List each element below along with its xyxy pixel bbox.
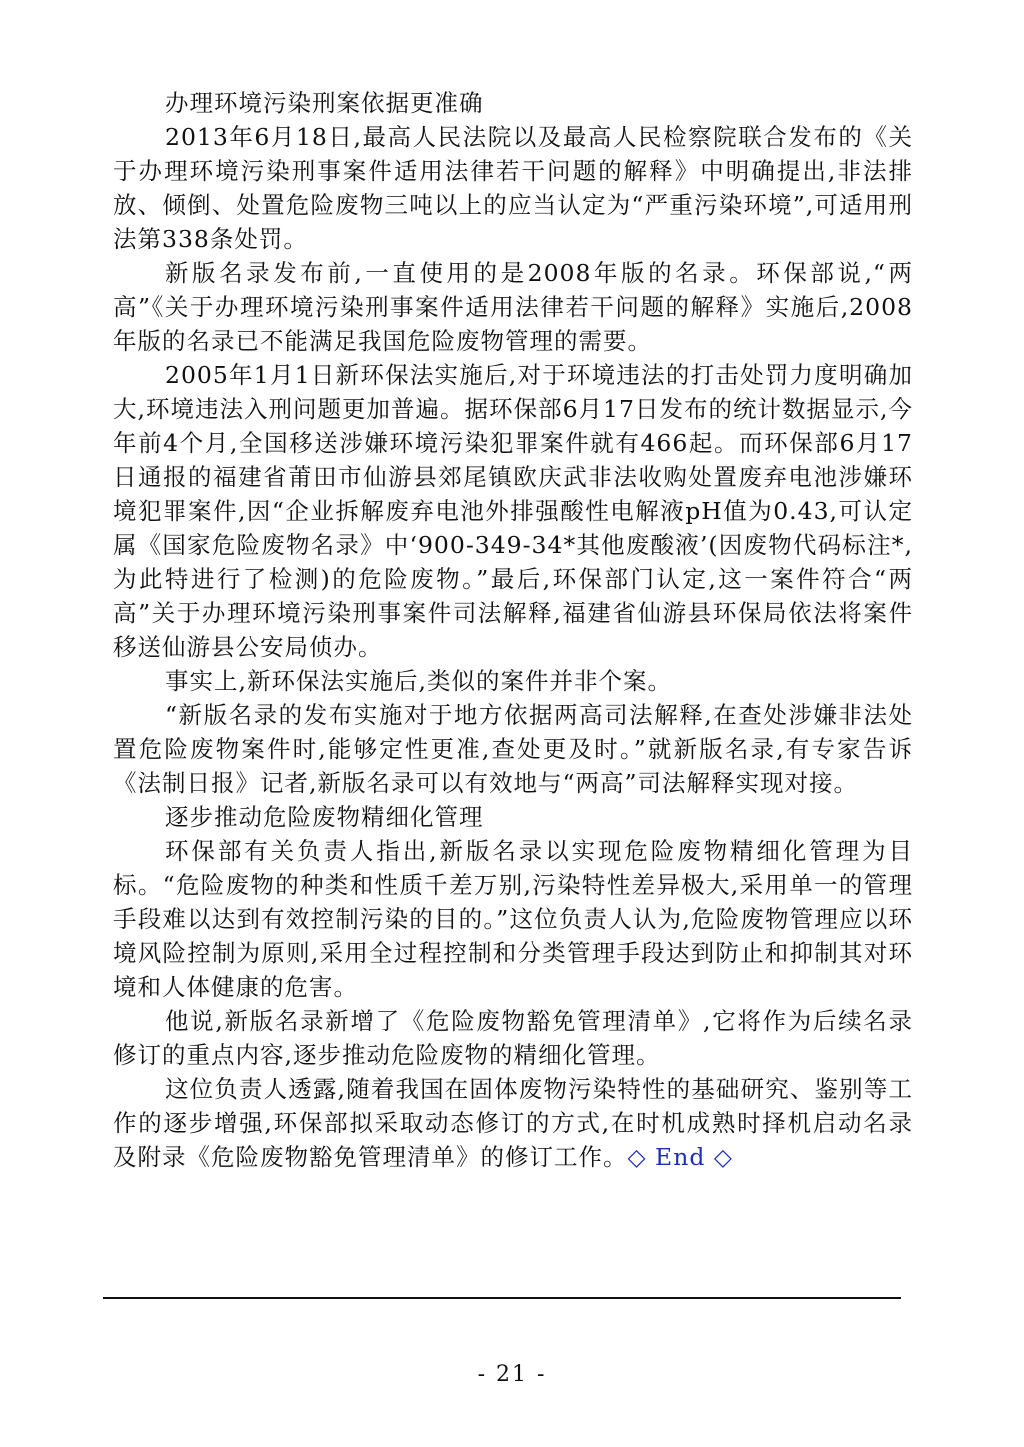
paragraph: 他说,新版名录新增了《危险废物豁免管理清单》,它将作为后续名录修订的重点内容,逐步推动危险废物的精细化管理。: [113, 1007, 913, 1069]
paragraph: “新版名录的发布实施对于地方依据两高司法解释,在查处涉嫌非法处置危险废物案件时,能够定性更准,查处更及时。”就新版名录,有专家告诉《法制日报》记者,新版名录可以有效地与“两高”司法解释实现对接。: [113, 701, 913, 797]
page-number: - 21 -: [477, 1362, 547, 1387]
footer-divider: [103, 1297, 901, 1299]
article-body: [113, 86, 913, 1174]
paragraph-text: 这位负责人透露,随着我国在固体废物污染特性的基础研究、鉴别等工作的逐步增强,环保部拟采取动态修订的方式,在时机成熟时择机启动名录及附录《危险废物豁免管理清单》的修订工作。: [113, 1075, 913, 1171]
paragraph: 环保部有关负责人指出,新版名录以实现危险废物精细化管理为目标。“危险废物的种类和性质千差万别,污染特性差异极大,采用单一的管理手段难以达到有效控制污染的目的。”这位负责人认为,危险废物管理应以环境风险控制为原则,采用全过程控制和分类管理手段达到防止和抑制其对环境和人体健康的危害。: [113, 837, 913, 1001]
paragraph: 新版名录发布前,一直使用的是2008年版的名录。环保部说,“两高”《关于办理环境污染刑事案件适用法律若干问题的解释》实施后,2008年版的名录已不能满足我国危险废物管理的需要。: [113, 259, 913, 355]
paragraph: 2013年6月18日,最高人民法院以及最高人民检察院联合发布的《关于办理环境污染刑事案件适用法律若干问题的解释》中明确提出,非法排放、倾倒、处置危险废物三吨以上的应当认定为“严重污染环境”,可适用刑法第338条处罚。: [113, 123, 913, 253]
section-heading: 逐步推动危险废物精细化管理: [165, 803, 484, 831]
paragraph-last: [113, 1072, 913, 1174]
paragraph: 2005年1月1日新环保法实施后,对于环境违法的打击处罚力度明确加大,环境违法入刑问题更加普遍。据环保部6月17日发布的统计数据显示,今年前4个月,全国移送涉嫌环境污染犯罪案件就有466起。而环保部6月17日通报的福建省莆田市仙游县郊尾镇欧庆武非法收购处置废弃电池涉嫌环境犯罪案件,因“企业拆解废弃电池外排强酸性电解液pH值为0.43,可认定属《国家危险废物名录》中‘900-349-34*其他废酸液’(因废物代码标注*,为此特进行了检测)的危险废物。”最后,环保部门认定,这一案件符合“两高”关于办理环境污染刑事案件司法解释,福建省仙游县环保局依法将案件移送仙游县公安局侦办。: [113, 361, 913, 661]
section-heading: 办理环境污染刑案依据更准确: [165, 89, 484, 117]
end-mark: ◇ End ◇: [627, 1143, 733, 1171]
paragraph: 事实上,新环保法实施后,类似的案件并非个案。: [165, 667, 672, 695]
